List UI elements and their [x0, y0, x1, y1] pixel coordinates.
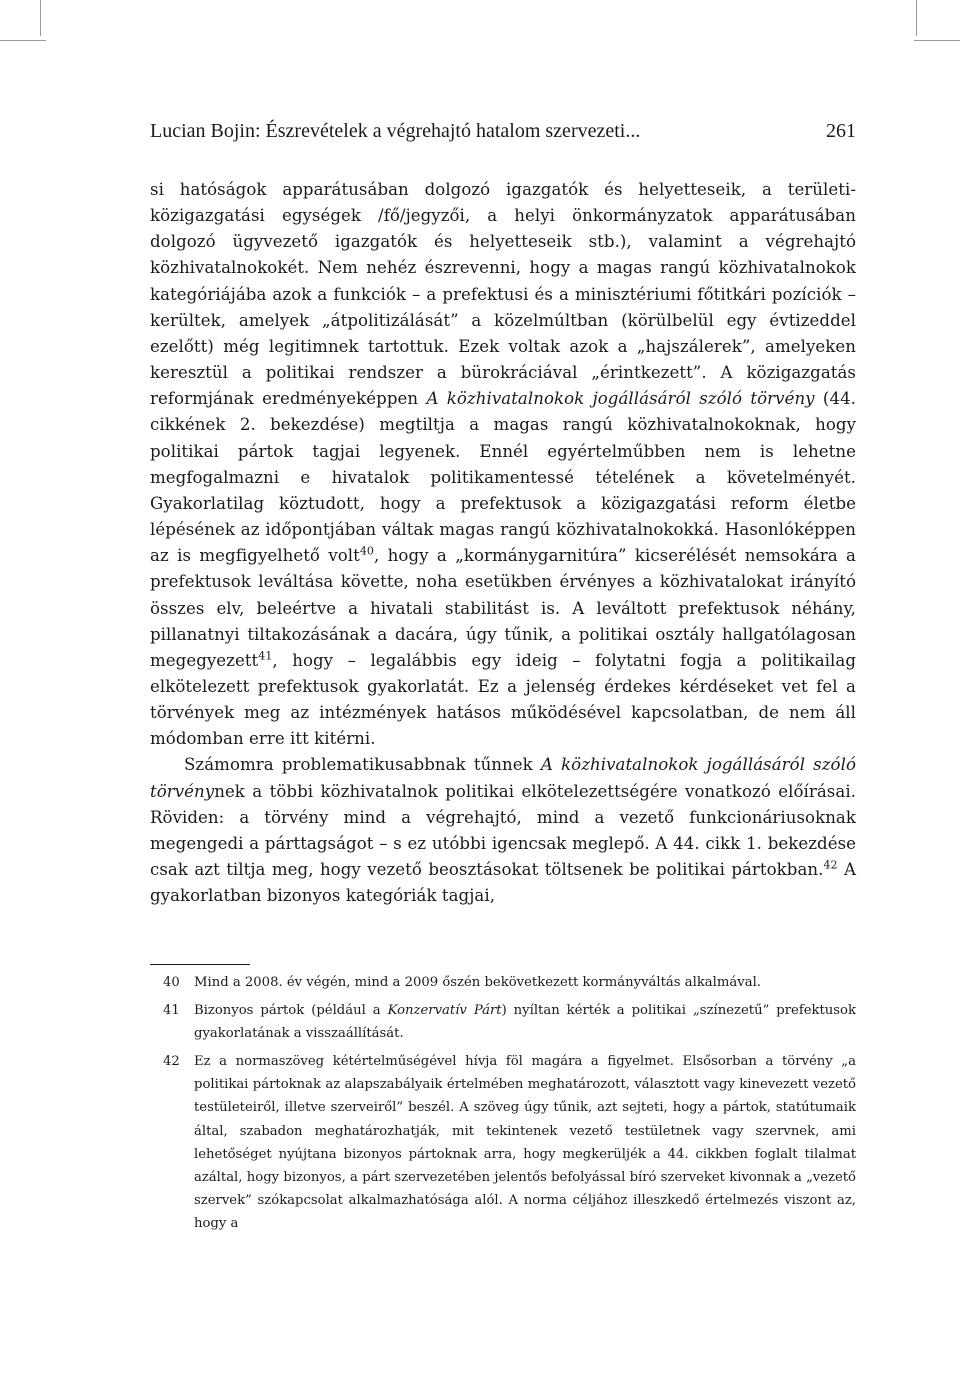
footnote-text — [194, 1050, 856, 1235]
footnote-ref-40[interactable]: 40 — [359, 544, 374, 558]
footnote-42 — [150, 1050, 856, 1235]
p1-law-title: A közhivatalnokok jogállásáról szóló törvény — [426, 389, 815, 409]
footnote-ref-42[interactable]: 42 — [823, 858, 838, 872]
paragraph-1 — [150, 177, 856, 752]
running-header — [150, 118, 856, 144]
footnote-41 — [150, 999, 856, 1045]
footnote-divider — [150, 964, 250, 965]
footnote-text-a: Bizonyos pártok (például a — [194, 1003, 388, 1019]
footnote-text — [194, 971, 856, 994]
footnote-40 — [150, 971, 856, 994]
p1-text-c: , hogy a „kormánygarnitúra” kicserélését nemsokára a prefektusok leváltása követte, noha esetükben érvényes a közhivatalokat irányító összes elv, beleértve a hivatali stabilitást is. A leváltott prefektusok néhány, pillanatnyi tiltakozásának a dacára, úgy tűnik, a politikai osztály hallgatólagosan megegyezett — [150, 546, 856, 670]
footnote-italic: Konzervatív Párt — [387, 1003, 502, 1019]
p1-text-a: si hatóságok apparátusában dolgozó igazgatók és helyetteseik, a területi-közigazgatási egységek /fő/jegyzői, a helyi önkormányzatok apparátusában dolgozó ügyvezető igazgatók és helyetteseik stb.), valamint a végrehajtó közhivatalnokokét. Nem nehéz észrevenni, hogy a magas rangú közhivatalnokok kategóriájába azok a funkciók – a prefektusi és a minisztériumi főtitkári pozíciók – kerültek, amelyek „átpolitizálását” a közelmúltban (körülbelül egy évtizeddel ezelőtt) még legitimnek tartottuk. Ezek voltak azok a „hajszálerek”, amelyeken keresztül a politikai rendszer a bürokráciával „érintkezett”. A közigazgatás reformjának eredményeképpen — [150, 180, 856, 409]
p1-text-b: (44. cikkének 2. bekezdése) megtiltja a magas rangú közhivatalnokoknak, hogy politikai pártok tagjai legyenek. Ennél egyértelműbben nem is lehetne megfogalmazni e hivatalok politikamentessé tételének a követelményét. Gyakorlatilag köztudott, hogy a prefektusok a közigazgatási reform életbe lépésének az időpontjában váltak magas rangú közhivatalnokokká. Hasonlóképpen az is megfigyelhető volt — [150, 389, 856, 566]
p2-text-a: Számomra problematikusabbnak tűnnek — [184, 755, 541, 775]
p1-text-d: , hogy – legalábbis egy ideig – folytatni fogja a politikailag elkötelezett prefektusok gyakorlatát. Ez a jelenség érdekes kérdéseket vet fel a törvények meg az intézmények hatásos működésével kapcsolatban, de nem áll módomban erre itt kitérni. — [150, 650, 856, 749]
footnote-text — [194, 999, 856, 1045]
p2-text-b: nek a többi közhivatalnok politikai elkötelezettségére vonatkozó előírásai. Röviden: a törvény mind a végrehajtó, mind a vezető funkcionáriusoknak megengedi a párttagságot – s ez utóbbi igencsak meglepő. A 44. cikk 1. bekezdése csak azt tiltja meg, hogy vezető beosztásokat töltsenek be politikai pártokban. — [150, 781, 856, 880]
footnote-number: 40 — [163, 975, 180, 990]
footnote-text-b: ) nyíltan kérték a politikai „színezetű” prefektusok gyakorlatának a visszaállítását. — [194, 1003, 856, 1042]
running-title: Lucian Bojin: Észrevételek a végrehajtó hatalom szervezeti... — [150, 120, 641, 142]
footnote-number: 41 — [163, 1003, 180, 1019]
footnote-ref-41[interactable]: 41 — [258, 649, 273, 663]
footnote-text-a: Mind a 2008. év végén, mind a 2009 őszén bekövetkezett kormányváltás alkalmával. — [194, 975, 761, 990]
footnote-number: 42 — [163, 1054, 180, 1070]
paragraph-2 — [150, 752, 856, 909]
main-text — [150, 177, 856, 909]
crop-mark-top-right-v — [916, 0, 917, 36]
p2-text-c: A gyakorlatban bizonyos kategóriák tagjai, — [150, 860, 857, 906]
p2-law-title: A közhivatalnokok jogállásáról szóló törvény — [150, 755, 856, 801]
footnote-text-a: Ez a normaszöveg kétértelműségével hívja föl magára a figyelmet. Elsősorban a törvény „a politikai pártoknak az alapszabályaik értelmében meghatározott, választott vagy kinevezett vezető testületeiről, illetve szerveiről” beszél. A szöveg úgy tűnik, azt sejteti, hogy a pártok, statútumaik által, szabadon meghatározhatják, mit tekintenek vezető testületnek vagy szervnek, ami lehetőséget nyújtana bizonyos pártoknak arra, hogy megkerüljék a 44. cikkben foglalt tilalmat azáltal, hogy bizonyos, a párt szervezetében jelentős befolyással bíró szerveket kivonnak a „vezető szervek” szókapcsolat alkalmazhatósága alól. A norma céljához illeszkedő értelmezés viszont az, hogy a — [194, 1054, 856, 1231]
crop-mark-top-left-h — [0, 40, 46, 41]
crop-mark-top-right-h — [914, 40, 960, 41]
page-number: 261 — [826, 120, 856, 142]
footnotes — [150, 971, 856, 1240]
crop-mark-top-left-v — [40, 0, 41, 36]
